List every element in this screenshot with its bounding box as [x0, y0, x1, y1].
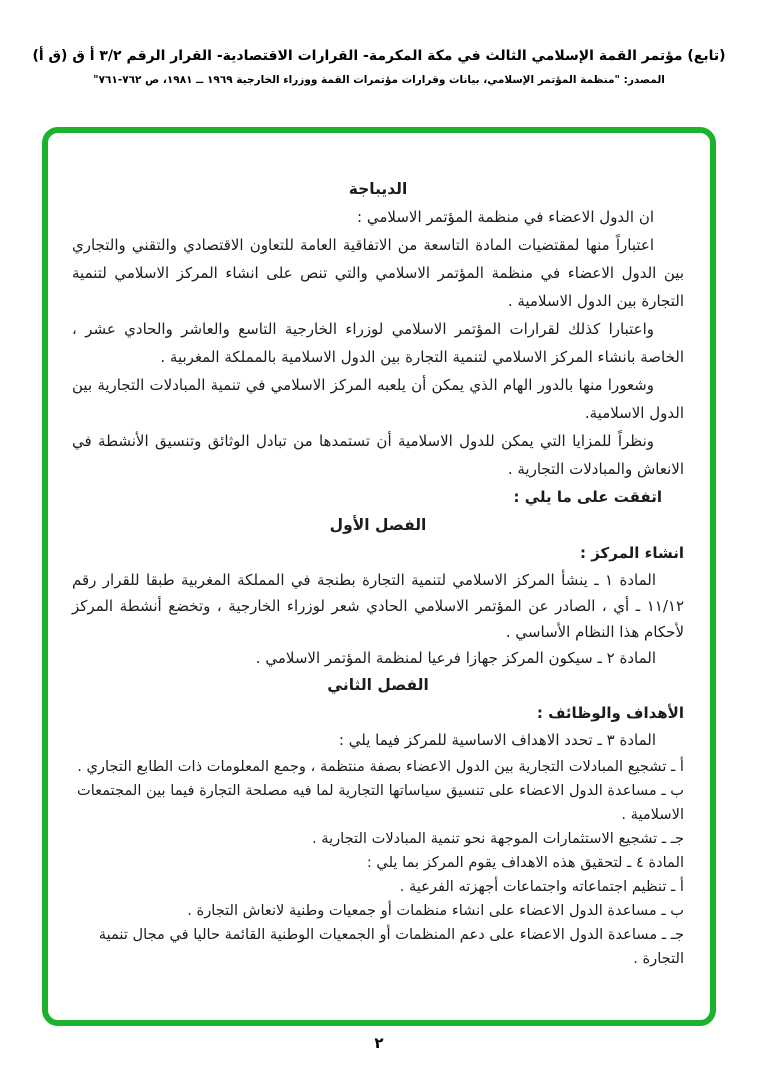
green-border-frame — [42, 127, 716, 1026]
document-title: (تابع) مؤتمر القمة الإسلامي الثالث في مكة المكرمة- القرارات الاقتصادية- القرار الرقم ٣/٢ أ ق (ق أ) — [32, 48, 726, 64]
document-header — [0, 48, 758, 86]
page-number: ٢ — [374, 1034, 384, 1052]
article-3-item-b: ب ـ مساعدة الدول الاعضاء على تنسيق سياساتها التجارية لما فيه مصلحة التجارة فيما بين المجتمعات الاسلامية . — [76, 782, 684, 823]
article-1: المادة ١ ـ ينشأ المركز الاسلامي لتنمية التجارة بطنجة في المملكة المغربية طبقا للقرار رقم ١١/١٢ ـ أي ، الصادر عن المؤتمر الاسلامي الحادي شعر لوزراء الخارجية ، وتخضع أنشطة المركز لأحكام هذا النظام الأساسي . — [72, 571, 684, 641]
document-body — [48, 133, 710, 971]
article-2: المادة ٢ ـ سيكون المركز جهازا فرعيا لمنظمة المؤتمر الاسلامي . — [255, 649, 656, 667]
preamble-heading: الديباجة — [348, 180, 408, 198]
article-4-item-b: ب ـ مساعدة الدول الاعضاء على انشاء منظمات أو جمعيات وطنية لانعاش التجارة . — [187, 902, 684, 919]
article-4-intro: المادة ٤ ـ لتحقيق هذه الاهداف يقوم المركز بما يلي : — [366, 854, 684, 871]
article-3-items — [72, 755, 684, 971]
paragraph-considering-2: واعتبارا كذلك لقرارات المؤتمر الاسلامي لوزراء الخارجية التاسع والعاشر والحادي عشر ، الخاصة بانشاء المركز الاسلامي لتنمية التجارة بين الدول الاسلامية بالمملكة المغربية . — [72, 320, 684, 366]
paragraph-feeling: وشعورا منها بالدور الهام الذي يمكن أن يلعبه المركز الاسلامي في تنمية المبادلات التجارية بين الدول الاسلامية. — [72, 376, 684, 422]
article-4-item-a: أ ـ تنظيم اجتماعاته واجتماعات أجهزته الفرعية . — [399, 878, 684, 895]
paragraph-regard: ونظراً للمزايا التي يمكن للدول الاسلامية أن تستمدها من تبادل الوثائق وتنسيق الأنشطة في الانعاش والمبادلات التجارية . — [72, 432, 684, 478]
chapter-1-heading: الفصل الأول — [329, 516, 427, 534]
paragraph-considering-1: اعتباراً منها لمقتضيات المادة التاسعة من الاتفاقية العامة للتعاون الاقتصادي والتقني والتجاري بين الدول الاعضاء في منظمة المؤتمر الاسلامي والتي تنص على انشاء المركز الاسلامي لتنمية التجارة بين الدول الاسلامية . — [72, 236, 684, 310]
chapter-2-heading: الفصل الثاني — [327, 676, 429, 694]
article-3-intro: المادة ٣ ـ تحدد الاهداف الاساسية للمركز فيما يلي : — [338, 731, 656, 749]
document-source-line: المصدر: "منظمة المؤتمر الإسلامي، بيانات وقرارات مؤتمرات القمة ووزراء الخارجية ١٩٦٩ ــ ١٩٨١، ص ٧٦٢-٧٦١" — [93, 74, 665, 86]
article-3-item-c: جـ ـ تشجيع الاستثمارات الموجهة نحو تنمية المبادلات التجارية . — [311, 830, 684, 847]
chapter-2-subtitle: الأهداف والوظائف : — [536, 704, 684, 722]
chapter-1-subtitle: انشاء المركز : — [580, 544, 684, 562]
article-3-item-a: أ ـ تشجيع المبادلات التجارية بين الدول الاعضاء بصفة منتظمة ، وجمع المعلومات ذات الطابع التجاري . — [77, 758, 684, 775]
article-4-item-c: جـ ـ مساعدة الدول الاعضاء على دعم المنظمات أو الجمعيات الوطنية القائمة حاليا في مجال تنمية التجارة . — [98, 926, 684, 967]
paragraph-intro: ان الدول الاعضاء في منظمة المؤتمر الاسلامي : — [357, 208, 654, 226]
agreed-clause: اتفقت على ما يلي : — [513, 488, 662, 506]
